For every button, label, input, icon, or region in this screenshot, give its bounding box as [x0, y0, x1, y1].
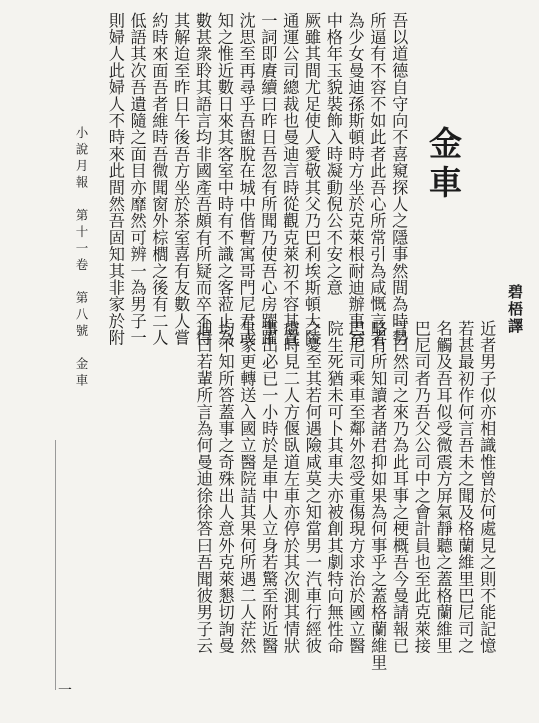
page-number: 一	[58, 683, 72, 699]
text-column-top-9: 知之惟近數日來其客室中時有不識之客蒞止為	[214, 12, 234, 346]
translator-credit: 碧梧譯	[506, 284, 524, 335]
text-column-top-11: 其解迨至昨日午後吾方坐於茶室喜有友數人嘗	[171, 12, 191, 346]
margin-rule	[55, 440, 56, 690]
text-column-bottom-13: 均不知所答蓋事之奇殊出人意外克萊懇切詢曼	[215, 320, 235, 654]
text-column-top-14: 則婦人此婦人不時來此間然吾固知其非家於附	[105, 12, 125, 346]
text-column-top-5: 厥雖其間尤足使人愛敬其父乃巴利埃斯頓大陸	[302, 12, 321, 346]
text-column-bottom-5: 言曰然司之來乃為此耳事之梗概吾今曼請報已	[390, 320, 409, 654]
text-column-bottom-12: 生家更轉送入國立醫院詰其果何所遇二人茫然	[237, 320, 257, 654]
text-column-top-12: 約時來面吾者維時吾微聞窗外棕櫚之後有二人	[149, 12, 169, 346]
text-column-bottom-10: 處時見二人方偃臥道左車亦停於其次測其情狀	[281, 320, 300, 654]
text-column-bottom-14: 迪曰若輩所言為何曼迪徐徐答曰吾聞彼男子云	[193, 320, 213, 654]
text-column-top-10: 數甚衆聆其語言均非國產吾頗有所疑而卒不得	[193, 12, 212, 346]
story-title: 金車	[424, 126, 463, 204]
text-column-bottom-2: 若甚最初作何言吾未之聞及格蘭維里巴尼司之	[455, 320, 475, 654]
text-column-top-8: 沈思至再尋乎吾盥脫在城中偕暫寓哥門尼君或	[236, 12, 256, 346]
text-column-top-2: 所逼有不容不如此者此吾心所常引為咸慨言者	[367, 12, 387, 346]
text-column-top-1: 吾以道德自守向不喜窺探人之隱事然間為時勢	[389, 12, 409, 346]
text-column-top-4: 中格年玉貌裝飾入時凝動倪公不安之意	[323, 12, 343, 296]
text-column-bottom-8: 院生死猶未可卜其車夫亦被創其劇特向無性命	[324, 320, 344, 654]
running-head: 小說月報 第十一卷 第八號 金車	[74, 126, 89, 390]
text-column-top-6: 通運公司總裁也曼迪言時從觀克萊初不容其置	[280, 12, 300, 346]
text-column-bottom-3: 名觸及吾耳似受微震方屏氣靜聽之蓋格蘭維里	[433, 320, 453, 654]
text-column-bottom-11: 事出必已一小時於是車中人立身若驚至附近醫	[259, 320, 279, 654]
text-column-bottom-1: 近者男子似亦相識惟曾於何處見之則不能記憶	[477, 320, 497, 654]
text-column-top-13: 低語其次吾遺隨之面目亦靡然可辨一為男子一	[127, 12, 147, 346]
text-column-bottom-6: 略有所知讀者諸君抑如果為何事乎之蓋格蘭維里	[368, 320, 388, 671]
text-column-bottom-4: 巴尼司者乃吾父公司中之會計員也至此克萊接	[411, 320, 431, 654]
text-column-top-3: 為少女曼迪孫斯頓時方坐於克萊根耐迪辦事室	[345, 12, 365, 346]
text-column-bottom-9: 之憂至其若何遇險咸莫之知當男一汽車行經彼	[302, 320, 322, 654]
text-column-top-7: 一詞即賡續曰昨日吾忽有所聞乃使吾心房躍躍	[258, 12, 278, 346]
text-column-bottom-7: 巴尼司乘車至鄰外忽受重傷現方求治於國立醫	[346, 320, 366, 654]
